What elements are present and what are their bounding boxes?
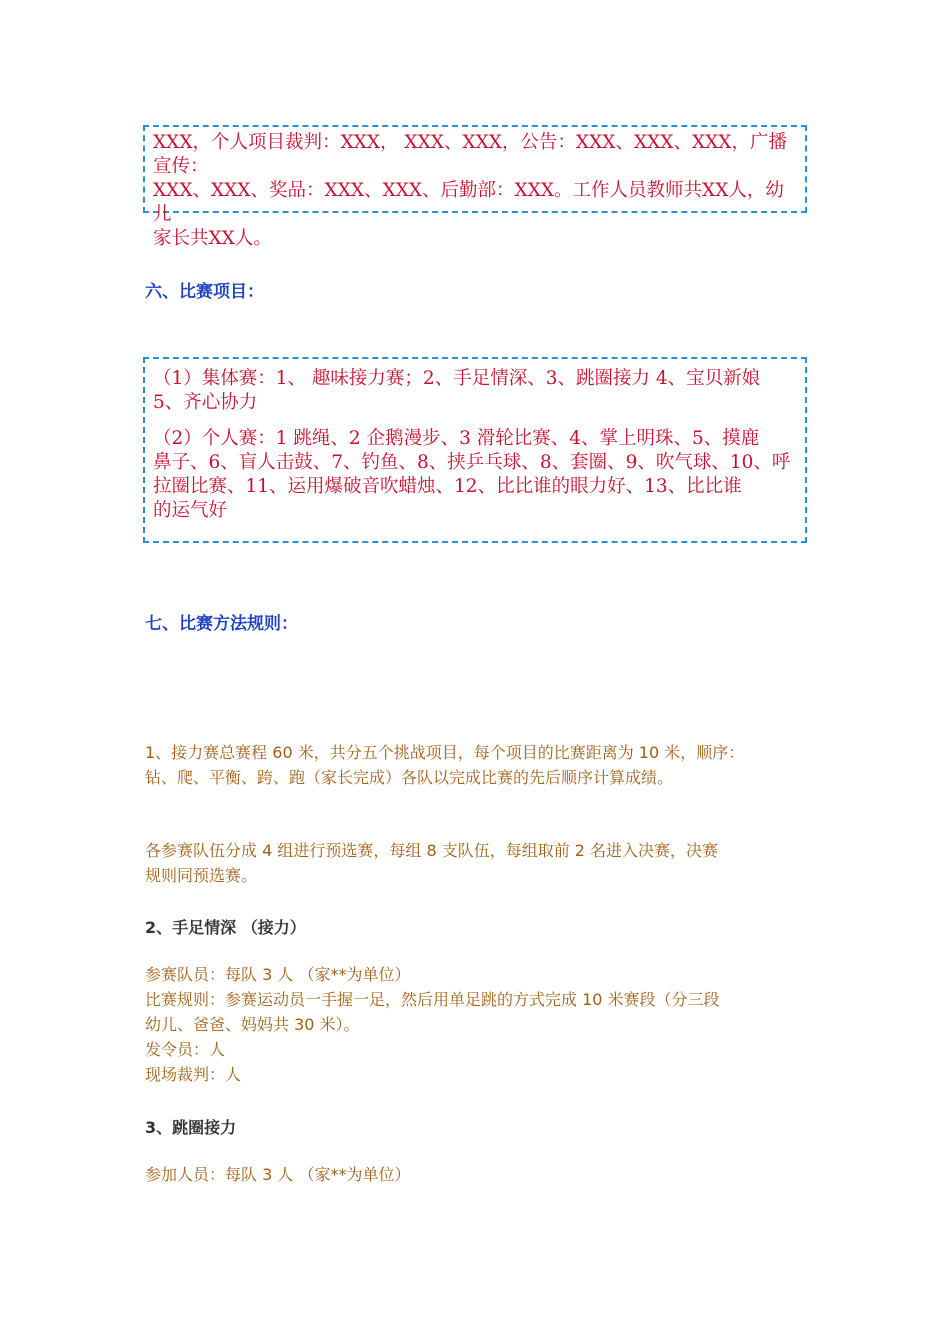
text-line: （1）集体赛：1、 趣味接力赛；2、手足情深、3、跳圈接力 4、宝贝新娘 (153, 368, 761, 389)
staff-info-box (143, 125, 807, 249)
rule-item-1-note (145, 838, 817, 888)
text-line: 各参赛队伍分成 4 组进行预选赛，每组 8 支队伍，每组取前 2 名进入决赛，决赛 (145, 841, 719, 860)
text-line: 发令员：人 (145, 1040, 226, 1059)
text-line: XXX，个人项目裁判：XXX， XXX、XXX，公告：XXX、XXX、XXX，广播宣传： (153, 132, 787, 177)
text-line: XXX、XXX、奖品：XXX、XXX、后勤部：XXX。工作人员教师共XX人，幼儿 (153, 180, 784, 225)
section-six-heading: 六、比赛项目： (145, 282, 264, 302)
text-line: 比赛规则：参赛运动员一手握一足，然后用单足跳的方式完成 10 米赛段（分三段 (145, 990, 720, 1009)
rule-item-3 (145, 1162, 817, 1187)
text-line: 现场裁判：人 (145, 1065, 242, 1084)
text-line: 参加人员：每队 3 人 （家**为单位） (145, 1165, 411, 1184)
rule-item-2-title: 2、手足情深 （接力） (145, 918, 306, 937)
text-line: 参赛队员：每队 3 人 （家**为单位） (145, 965, 411, 984)
text-line: 拉圈比赛、11、运用爆破音吹蜡烛、12、比比谁的眼力好、13、比比谁 (153, 476, 742, 497)
competition-items-box (143, 357, 807, 543)
text-line: 家长共XX人。 (153, 228, 272, 249)
text-line: 幼儿、爸爸、妈妈共 30 米）。 (145, 1015, 360, 1034)
individual-events-paragraph (153, 427, 797, 523)
text-line: 规则同预选赛。 (145, 866, 258, 885)
section-seven-heading: 七、比赛方法规则： (145, 614, 298, 634)
text-line: 5、齐心协力 (153, 392, 258, 413)
text-line: 鼻子、6、盲人击鼓、7、钓鱼、8、挟乒乓球、8、套圈、9、吹气球、10、呼 (153, 452, 791, 473)
rule-item-2 (145, 962, 817, 1087)
text-line: 1、接力赛总赛程 60 米，共分五个挑战项目，每个项目的比赛距离为 10 米，顺序： (145, 743, 745, 762)
rule-item-3-title: 3、跳圈接力 (145, 1118, 237, 1137)
group-events-paragraph (153, 367, 797, 415)
text-line: （2）个人赛：1 跳绳、2 企鹅漫步、3 滑轮比赛、4、掌上明珠、5、摸鹿 (153, 428, 760, 449)
text-line: 钻、爬、平衡、跨、跑（家长完成）各队以完成比赛的先后顺序计算成绩。 (145, 768, 674, 787)
text-line: 的运气好 (153, 500, 228, 521)
rule-item-1 (145, 740, 817, 790)
